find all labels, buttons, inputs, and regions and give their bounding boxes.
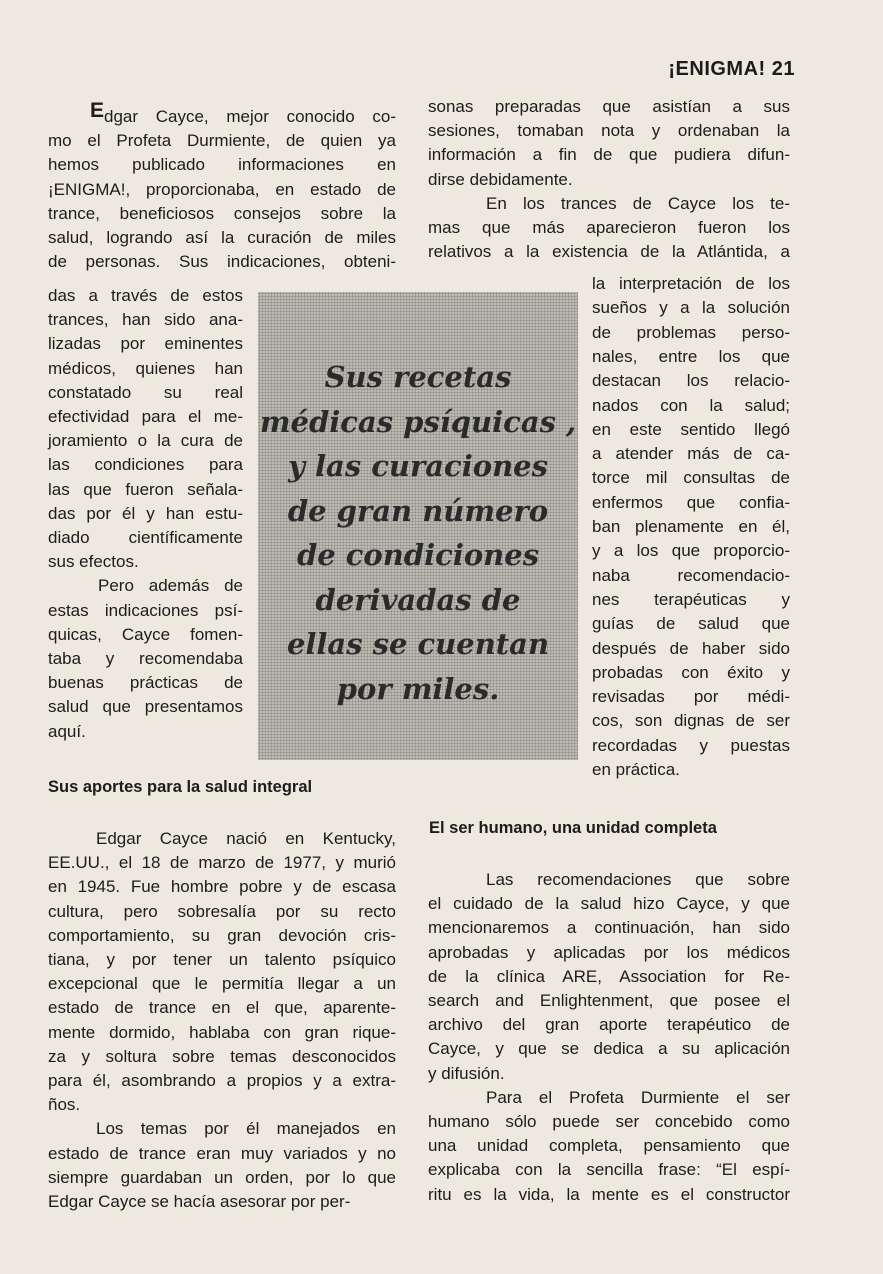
text-line: nales, entre los que bbox=[592, 346, 790, 366]
text-line: torce mil consultas de bbox=[592, 468, 790, 488]
text-line: quicas, Cayce fomen- bbox=[48, 624, 243, 644]
text-line: search and Enlightenment, que posee el bbox=[428, 991, 790, 1010]
text-line: archivo del gran aporte terapéutico de bbox=[428, 1015, 790, 1035]
text-line: diado científicamente bbox=[48, 528, 243, 547]
text-line: en práctica. bbox=[592, 760, 680, 779]
text-line: después de haber sido bbox=[592, 638, 790, 658]
text-line: revisadas por médi- bbox=[592, 687, 790, 707]
text-line: de problemas perso- bbox=[592, 322, 790, 342]
text-line: Las recomendaciones que sobre bbox=[486, 870, 790, 889]
text-line: sueños y a la solución bbox=[592, 298, 790, 318]
text-line: sonas preparadas que asistían a sus bbox=[428, 97, 790, 116]
text-line: de la clínica ARE, Association for Re- bbox=[428, 966, 790, 986]
text-line: ritu es la vida, la mente es el constructor bbox=[428, 1184, 790, 1204]
text-line: cultura, pero sobresalía por su recto bbox=[48, 901, 396, 921]
text-line: probadas con éxito y bbox=[592, 662, 790, 682]
text-line: en 1945. Fue hombre pobre y de escasa bbox=[48, 877, 396, 897]
text-line: tiana, y por tener un talento psíquico bbox=[48, 950, 396, 969]
text-line: explicaba con la sencilla frase: “El espí- bbox=[428, 1160, 790, 1180]
text-line: naba recomendacio- bbox=[592, 565, 790, 585]
section-heading-right: El ser humano, una unidad completa bbox=[429, 819, 717, 837]
text-line: salud que presentamos bbox=[48, 697, 243, 717]
text-line: guías de salud que bbox=[592, 614, 790, 634]
text-line: mo el Profeta Durmiente, de quien ya bbox=[48, 131, 396, 151]
text-line: aquí. bbox=[48, 721, 86, 741]
text-line: para él, asombrando a propios y a extra- bbox=[48, 1071, 396, 1090]
text-line: la interpretación de los bbox=[592, 274, 790, 293]
text-line: Para el Profeta Durmiente el ser bbox=[486, 1087, 790, 1107]
pull-quote-line: y las curaciones bbox=[288, 449, 548, 483]
text-line: das por él y han estu- bbox=[48, 503, 243, 523]
text-line: ños. bbox=[48, 1095, 81, 1115]
text-line: aprobadas y aplicadas por los médicos bbox=[428, 942, 790, 962]
text-line: das a través de estos bbox=[48, 286, 243, 305]
text-line: En los trances de Cayce los te- bbox=[486, 193, 790, 213]
text-line: siempre guardaban un orden, por lo que bbox=[48, 1167, 396, 1187]
text-line: excepcional que le permitía llegar a un bbox=[48, 974, 396, 994]
text-line: ¡ENIGMA!, proporcionaba, en estado de bbox=[48, 179, 396, 199]
text-line: Edgar Cayce se hacía asesorar por per- bbox=[48, 1192, 351, 1211]
pull-quote-line: Sus recetas bbox=[324, 360, 512, 394]
text-line: joramiento o la cura de bbox=[48, 431, 243, 451]
text-line: recordadas y puestas bbox=[592, 735, 790, 755]
text-line: estado de trance eran muy variados y no bbox=[48, 1143, 396, 1163]
text-line: mente dormido, hablaba con gran rique- bbox=[48, 1022, 396, 1042]
pull-quote-line: médicas psíquicas , bbox=[259, 404, 577, 439]
text-line: za y soltura sobre temas desconocidos bbox=[48, 1046, 396, 1066]
text-line: salud, logrando así la curación de miles bbox=[48, 228, 396, 247]
text-line: lizadas por eminentes bbox=[48, 334, 243, 354]
text-line: EE.UU., el 18 de marzo de 1977, y murió bbox=[48, 853, 396, 873]
pull-quote-line: derivadas de bbox=[315, 582, 521, 617]
text-line: buenas prácticas de bbox=[48, 673, 243, 693]
text-line: cos, son dignas de ser bbox=[592, 711, 790, 731]
text-line: enfermos que confia- bbox=[592, 492, 790, 512]
text-line: Pero además de bbox=[98, 576, 243, 596]
text-line: humano sólo puede ser concebido como bbox=[428, 1112, 790, 1131]
text-line: taba y recomendaba bbox=[48, 649, 243, 668]
text-line: Los temas por él manejados en bbox=[96, 1119, 396, 1139]
text-line: hemos publicado informaciones en bbox=[48, 155, 396, 175]
text-line: efectividad para el me- bbox=[48, 407, 243, 426]
text-line: información a fin de que pudiera difun- bbox=[428, 145, 790, 165]
text-line: a atender más de ca- bbox=[592, 444, 790, 464]
pull-quote-line: por miles. bbox=[336, 671, 500, 706]
page-header: ¡ENIGMA! 21 bbox=[668, 58, 795, 80]
text-line: y difusión. bbox=[428, 1063, 505, 1083]
text-line: estas indicaciones psí- bbox=[48, 600, 243, 620]
drop-cap: E bbox=[90, 99, 105, 122]
text-line: sesiones, tomaban nota y ordenaban la bbox=[428, 121, 790, 141]
pull-quote-box bbox=[258, 292, 578, 760]
text-line: Cayce, y que se dedica a su aplicación bbox=[428, 1039, 790, 1059]
text-line: sus efectos. bbox=[48, 552, 139, 572]
text-line: destacan los relacio- bbox=[592, 371, 790, 391]
section-heading-left: Sus aportes para la salud integral bbox=[48, 778, 313, 796]
text-line: mencionaremos a continuación, han sido bbox=[428, 918, 790, 938]
text-line: ban plenamente en él, bbox=[592, 517, 790, 536]
text-line: estado de trance en el que, aparente- bbox=[48, 998, 396, 1018]
text-line: de personas. Sus indicaciones, obteni- bbox=[48, 252, 396, 272]
text-line: y a los que proporcio- bbox=[592, 541, 790, 561]
text-line: las que fueron señala- bbox=[48, 479, 243, 499]
pull-quote-line: de gran número bbox=[287, 493, 549, 528]
pull-quote-line: ellas se cuentan bbox=[286, 627, 550, 661]
pull-quote-line: de condiciones bbox=[296, 538, 540, 572]
text-line: dgar Cayce, mejor conocido co- bbox=[104, 107, 396, 126]
text-line: médicos, quienes han bbox=[48, 358, 243, 378]
text-line: comportamiento, su gran devoción cris- bbox=[48, 925, 396, 945]
text-line: Edgar Cayce nació en Kentucky, bbox=[96, 829, 396, 848]
text-line: trance, beneficiosos consejos sobre la bbox=[48, 203, 396, 223]
text-line: dirse debidamente. bbox=[428, 169, 573, 189]
text-line: trances, han sido ana- bbox=[48, 310, 243, 330]
text-line: las condiciones para bbox=[48, 455, 243, 475]
text-line: nados con la salud; bbox=[592, 395, 790, 415]
text-line: mas que más aparecieron fueron los bbox=[428, 218, 790, 237]
text-line: constatado su real bbox=[48, 382, 243, 402]
text-line: una unidad completa, pensamiento que bbox=[428, 1136, 790, 1156]
text-line: en este sentido llegó bbox=[592, 419, 790, 439]
text-line: el cuidado de la salud hizo Cayce, y que bbox=[428, 894, 790, 914]
text-line: nes terapéuticas y bbox=[592, 589, 790, 609]
text-line: relativos a la existencia de la Atlántida, a bbox=[428, 242, 790, 262]
